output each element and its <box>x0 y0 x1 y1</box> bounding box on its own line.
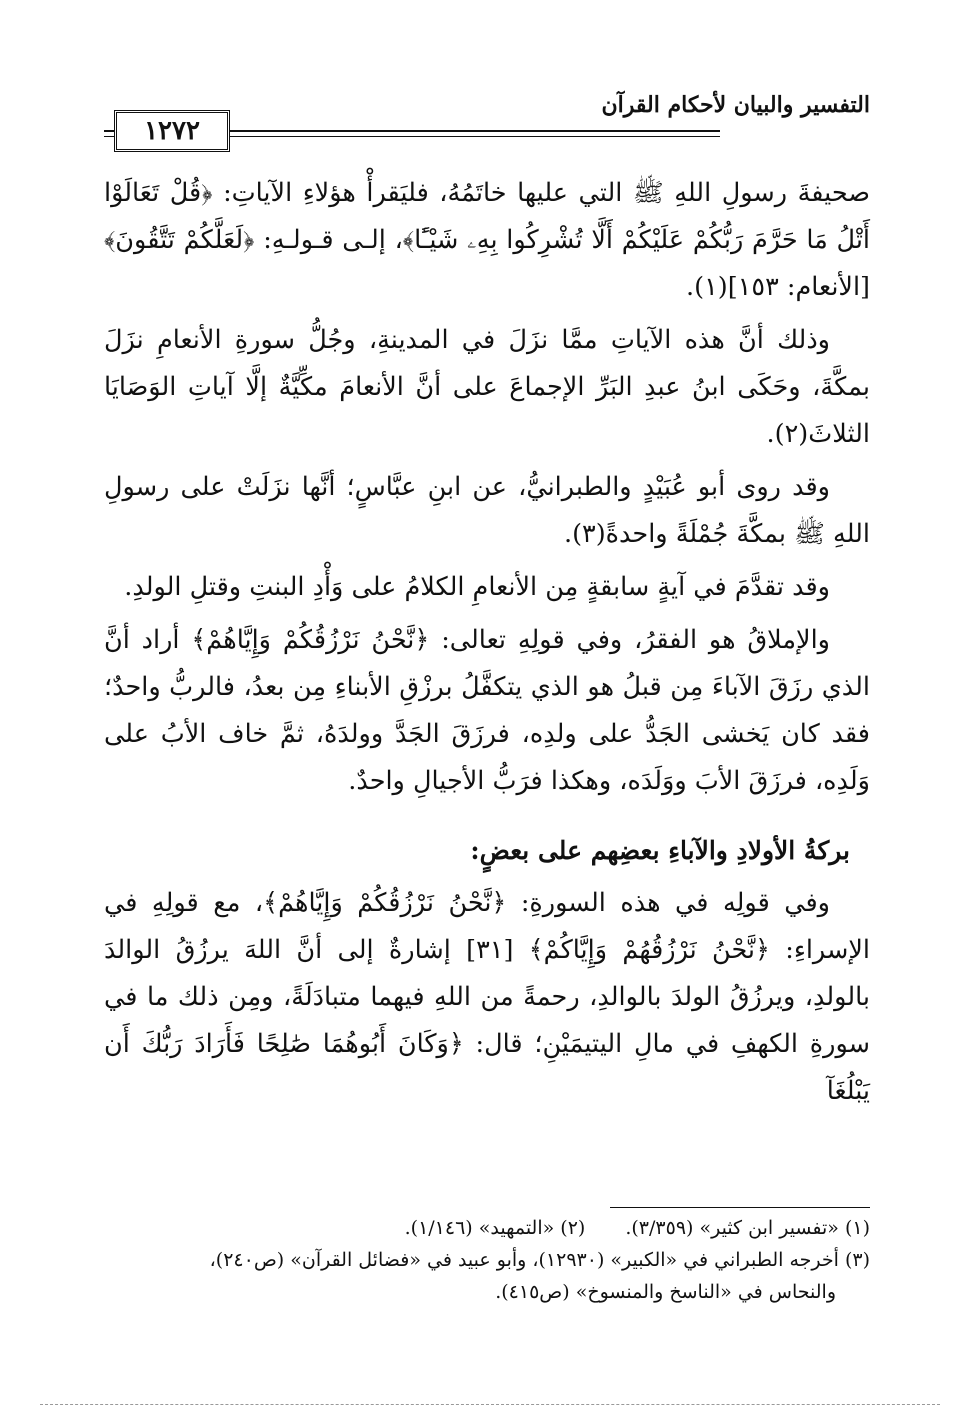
footnote-row-1 <box>104 1212 870 1244</box>
paragraph-1: صحيفةَ رسولِ اللهِ ﷺ التي عليها خاتَمُهُ، فليَقرأْ هؤلاءِ الآياتِ: ﴿قُلْ تَعَالَوْا أَتْلُ مَا حَرَّمَ رَبُّكُمْ عَلَيْكُمْ أَلَّا تُشْرِكُوا بِهِۦ شَيْـًٔا﴾، إلـى قـولـهِ: ﴿لَعَلَّكُمْ تَتَّقُونَ﴾ [الأنعام: ١٥٣](١). <box>104 178 870 302</box>
page-header <box>104 92 870 152</box>
footnote-3-line-1: (٣) أخرجه الطبراني في «الكبير» (١٢٩٣٠)، وأبو عبيد في «فضائل القرآن» (ص٢٤٠)، <box>209 1249 870 1271</box>
paragraph-5: والإملاقُ هو الفقرُ، وفي قولِهِ تعالى: ﴿نَّحْنُ نَرْزُقُكُمْ وَإِيَّاهُمْ﴾ أراد أنَّ الذي رزَقَ الآباءَ مِن قبلُ هو الذي يتكفَّلُ برزْقِ الأبناءِ مِن بعدُ، فالربُّ واحدٌ؛ فقد كان يَخشى الجَدُّ على ولدِه، فرزَقَ الجَدَّ وولدَهُ، ثمَّ خاف الأبُ على وَلَدِه، فرزَقَ الأبَ ووَلَدَه، وهكذا فرَبُّ الأجيالِ واحدٌ. <box>104 625 870 796</box>
paragraph-6: وفي قولِه في هذه السورةِ: ﴿نَّحْنُ نَرْزُقُكُمْ وَإِيَّاهُمْ﴾، مع قولِهِ في الإسراءِ: ﴿نَّحْنُ نَرْزُقُهُمْ وَإِيَّاكُمْ﴾ [٣١] إشارةٌ إلى أنَّ اللهَ يرزُقُ الوالدَ بالولدِ، ويرزُقُ الولدَ بالوالدِ، رحمةً من اللهِ فيهما متبادَلَةً، ومِن ذلك ما في سورةِ الكهفِ في مالِ اليتيمَيْنِ؛ قال: ﴿وَكَانَ أَبُوهُمَا صَٰلِحًا فَأَرَادَ رَبُّكَ أَن يَبْلُغَآ <box>104 888 870 1106</box>
paragraph-4: وقد تقدَّمَ في آيةٍ سابقةٍ مِن الأنعامِ الكلامُ على وَأْدِ البنتِ وقتلِ الولدِ. <box>124 572 830 602</box>
footnote-2: (٢) «التمهيد» (١/١٤٦). <box>404 1217 586 1239</box>
footnotes <box>104 1212 870 1308</box>
scan-edge-line <box>40 1404 940 1406</box>
footnote-1: (١) «تفسير ابن كثير» (٣/٣٥٩). <box>625 1217 870 1239</box>
section-heading: بركةُ الأولادِ والآباءِ بعضِهم على بعضٍ: <box>470 836 850 865</box>
paragraph-3: وقد روى أبو عُبَيْدٍ والطبرانيُّ، عن ابنِ عبَّاسٍ؛ أنَّها نزَلَتْ على رسولِ اللهِ ﷺ بمكَّةَ جُمْلَةً واحدةً(٣). <box>104 472 870 549</box>
page-number: ١٢٧٢ <box>114 110 230 152</box>
paragraph-2: وذلك أنَّ هذه الآياتِ ممَّا نزَلَ في المدينةِ، وجُلُّ سورةِ الأنعامِ نزَلَ بمكَّةَ، وحَكَى ابنُ عبدِ البَرِّ الإجماعَ على أنَّ الأنعامَ مكِّيَّةٌ إلَّا آياتِ الوَصَايَا الثلاثَ(٢). <box>104 325 870 449</box>
footnote-separator <box>610 1207 870 1208</box>
main-text <box>104 170 870 1121</box>
running-title: التفسير والبيان لأحكام القرآن <box>601 92 870 118</box>
footnote-3-line-2: والنحاس في «الناسخ والمنسوخ» (ص٤١٥). <box>495 1281 836 1303</box>
